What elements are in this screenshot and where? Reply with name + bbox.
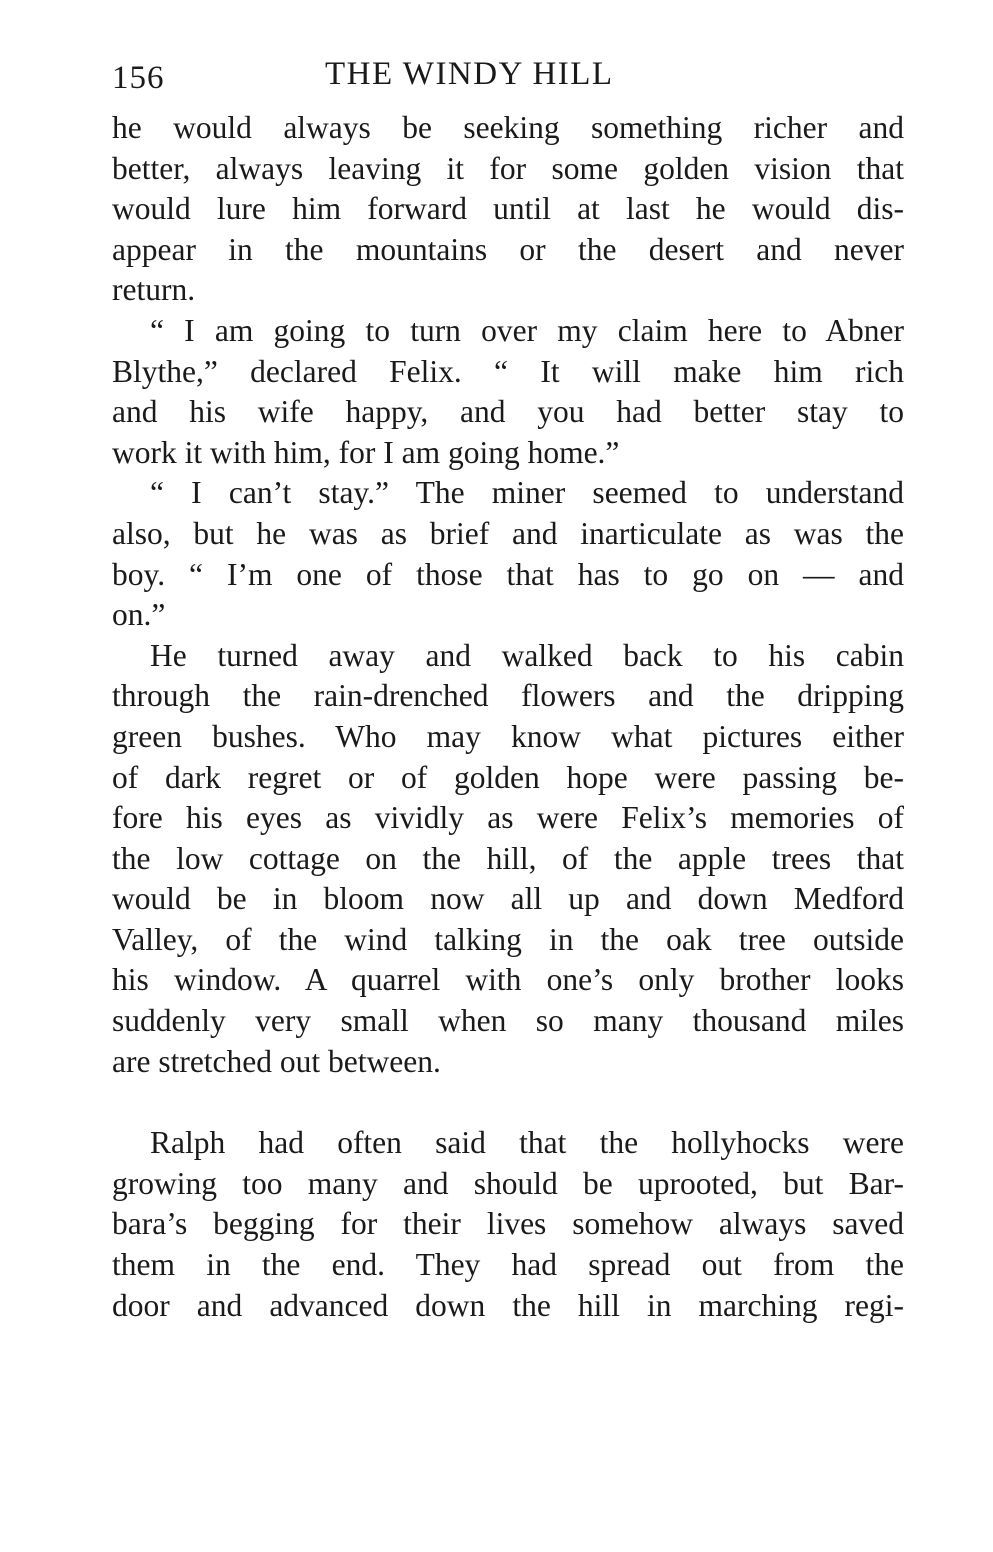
text-line: on.” <box>112 597 166 633</box>
text-line: the low cottage on the hill, of the apple trees that <box>112 840 904 876</box>
text-line: would lure him forward until at last he would dis- <box>112 191 904 227</box>
text-line: door and advanced down the hill in marching regi- <box>112 1287 904 1323</box>
text-line: return. <box>112 272 196 308</box>
paragraph <box>112 108 904 311</box>
text-line: also, but he was as brief and inarticulate as was the <box>112 515 904 551</box>
text-line: Ralph had often said that the hollyhocks were <box>150 1125 904 1161</box>
text-line: “ I can’t stay.” The miner seemed to understand <box>150 475 904 511</box>
text-line: boy. “ I’m one of those that has to go on — and <box>112 556 904 592</box>
body-text <box>112 108 904 1326</box>
text-line: better, always leaving it for some golden vision that <box>112 150 904 186</box>
paragraph <box>112 1123 904 1326</box>
text-line: suddenly very small when so many thousand miles <box>112 1003 904 1039</box>
text-line: them in the end. They had spread out from the <box>112 1247 904 1283</box>
page-number: 156 <box>112 60 165 96</box>
text-line: are stretched out between. <box>112 1043 441 1079</box>
text-line: through the rain-drenched flowers and the dripping <box>112 678 904 714</box>
text-line: “ I am going to turn over my claim here to Abner <box>150 312 904 348</box>
text-line: Blythe,” declared Felix. “ It will make him rich <box>112 353 904 389</box>
text-line: work it with him, for I am going home.” <box>112 434 620 470</box>
section-break <box>112 1082 904 1123</box>
text-line: and his wife happy, and you had better stay to <box>112 394 904 430</box>
text-line: his window. A quarrel with one’s only brother looks <box>112 962 904 998</box>
text-line: bara’s begging for their lives somehow always saved <box>112 1206 904 1242</box>
text-line: appear in the mountains or the desert and never <box>112 231 904 267</box>
text-line: He turned away and walked back to his cabin <box>150 637 904 673</box>
running-title: THE WINDY HILL <box>325 56 614 92</box>
text-line: green bushes. Who may know what pictures either <box>112 718 904 754</box>
text-line: fore his eyes as vividly as were Felix’s memories of <box>112 800 904 836</box>
book-page <box>112 52 904 1326</box>
text-line: Valley, of the wind talking in the oak tree outside <box>112 921 904 957</box>
text-line: of dark regret or of golden hope were passing be- <box>112 759 904 795</box>
text-line: would be in bloom now all up and down Medford <box>112 881 904 917</box>
paragraph <box>112 636 904 1083</box>
text-line: he would always be seeking something richer and <box>112 110 904 145</box>
paragraph <box>112 311 904 473</box>
running-head <box>112 52 904 108</box>
text-line: growing too many and should be uprooted, but Bar- <box>112 1165 904 1201</box>
paragraph <box>112 473 904 635</box>
